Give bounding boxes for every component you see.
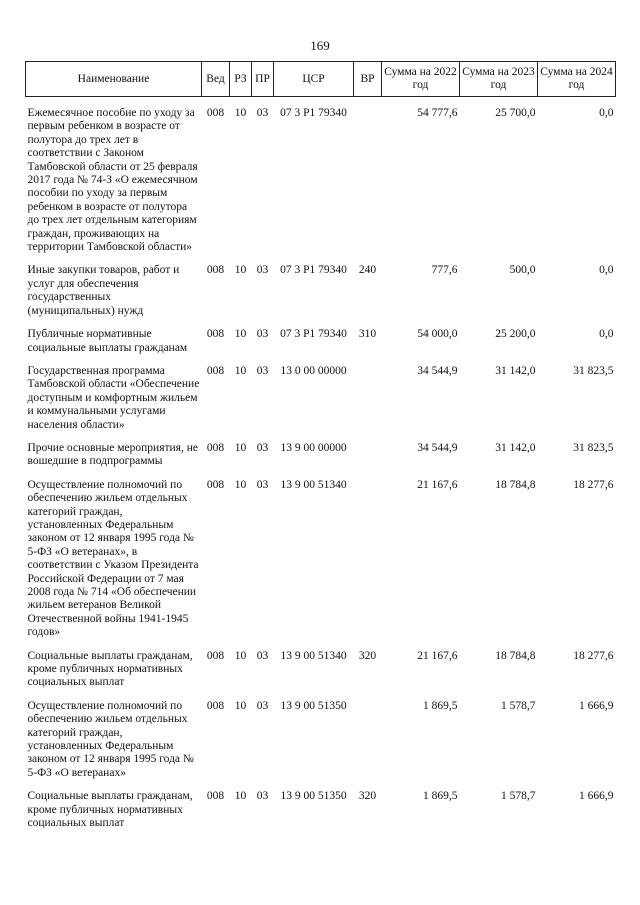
cell-rz: 10: [234, 478, 247, 491]
cell-sum-2023: 18 784,8: [495, 649, 536, 662]
cell-rz: 10: [234, 107, 247, 119]
row-spacer-cell: [26, 640, 616, 648]
row-spacer: [26, 469, 616, 477]
cell-ved: 008: [206, 107, 225, 119]
page-number: 169: [310, 38, 330, 53]
col-header-pr: ПР: [252, 62, 274, 97]
cell-vr: 320: [358, 649, 377, 662]
table-row: [26, 440, 616, 469]
cell-sum-2022: 1 869,5: [423, 790, 458, 803]
cell-sum-2024: 0,0: [599, 328, 614, 341]
row-spacer: [26, 690, 616, 698]
cell-csr: 13 9 00 00000: [280, 441, 347, 454]
cell-ved: 008: [206, 364, 225, 377]
cell-sum-2023: 1 578,7: [501, 699, 536, 712]
col-header-sum-2022: Сумма на 2022 год: [382, 62, 460, 97]
budget-table: [25, 61, 616, 839]
col-header-sum-2024: Сумма на 2024 год: [538, 62, 616, 97]
cell-sum-2024: 18 277,6: [573, 649, 614, 662]
cell-csr: 13 9 00 51350: [280, 790, 347, 803]
cell-name: Осуществление полномочий по обеспечению жильем отдельных категорий граждан, установленных Федеральным законом от 12 января 1995 года № 5-ФЗ «О ветеранах», в соответствии с Указом Президента Российской Федерации от 7 мая 2008 года № 714 «Об обеспечении жильем ветеранов Великой Отечественной войны 1941-1945 годов»: [27, 478, 199, 639]
cell-pr: 03: [256, 478, 269, 491]
cell-vr: [354, 363, 382, 432]
col-header-ved: Вед: [202, 62, 230, 97]
row-spacer: [26, 97, 616, 106]
cell-sum-2022: 34 544,9: [417, 364, 458, 377]
cell-csr: 07 3 Р1 79340: [280, 328, 347, 341]
col-header-name: Наименование: [26, 62, 202, 97]
table-row: [26, 477, 616, 640]
cell-name: Социальные выплаты гражданам, кроме публичных нормативных социальных выплат: [27, 649, 193, 689]
cell-name: Социальные выплаты гражданам, кроме публичных нормативных социальных выплат: [27, 790, 193, 830]
cell-vr: 310: [358, 328, 377, 341]
cell-rz: 10: [234, 264, 247, 277]
row-spacer-cell: [26, 469, 616, 477]
table-row: [26, 788, 616, 830]
cell-rz: 10: [234, 364, 247, 377]
cell-sum-2023: 31 142,0: [495, 441, 536, 454]
table-row: [26, 698, 616, 780]
cell-pr: 03: [256, 364, 269, 377]
cell-vr: [354, 477, 382, 640]
cell-sum-2024: 0,0: [599, 107, 614, 119]
cell-csr: 13 0 00 00000: [280, 364, 347, 377]
row-spacer: [26, 780, 616, 788]
cell-pr: 03: [256, 790, 269, 803]
cell-name: Государственная программа Тамбовской области «Обеспечение доступным и комфортным жильем и коммунальными услугами населения области»: [27, 364, 200, 431]
cell-pr: 03: [256, 699, 269, 712]
cell-csr: 13 9 00 51350: [280, 699, 347, 712]
col-header-sum-2023: Сумма на 2023 год: [460, 62, 538, 97]
row-spacer: [26, 640, 616, 648]
row-spacer-cell: [26, 831, 616, 839]
cell-sum-2024: 18 277,6: [573, 478, 614, 491]
cell-ved: 008: [206, 790, 225, 803]
cell-pr: 03: [256, 328, 269, 341]
cell-ved: 008: [206, 699, 225, 712]
cell-sum-2022: 54 777,6: [417, 107, 458, 119]
cell-sum-2022: 21 167,6: [417, 649, 458, 662]
row-spacer: [26, 831, 616, 839]
row-spacer-cell: [26, 432, 616, 440]
cell-vr: [354, 440, 382, 469]
table-row: [26, 363, 616, 432]
cell-csr: 13 9 00 51340: [280, 478, 347, 491]
cell-vr: 320: [358, 790, 377, 803]
cell-ved: 008: [206, 478, 225, 491]
cell-sum-2023: 500,0: [509, 264, 536, 277]
cell-rz: 10: [234, 649, 247, 662]
cell-sum-2023: 31 142,0: [495, 364, 536, 377]
cell-name: Ежемесячное пособие по уходу за первым ребенком в возрасте от полутора до трех лет в соответствии с Законом Тамбовской области от 25 февраля 2017 года № 74-З «О ежемесячном пособии по уходу за первым ребенком в возрасте от полутора до трех лет отдельным категориям граждан, проживающих на территории Тамбовской области»: [27, 107, 198, 254]
row-spacer-cell: [26, 97, 616, 106]
cell-name: Иные закупки товаров, работ и услуг для обеспечения государственных (муниципальных) нужд: [27, 264, 180, 317]
row-spacer: [26, 318, 616, 326]
table-row: [26, 648, 616, 690]
table-row: [26, 262, 616, 318]
col-header-vr: ВР: [354, 62, 382, 97]
cell-sum-2023: 25 700,0: [495, 107, 536, 119]
cell-sum-2024: 0,0: [599, 264, 614, 277]
cell-pr: 03: [256, 649, 269, 662]
cell-rz: 10: [234, 699, 247, 712]
col-header-rz: РЗ: [230, 62, 252, 97]
cell-sum-2023: 18 784,8: [495, 478, 536, 491]
cell-sum-2024: 31 823,5: [573, 441, 614, 454]
row-spacer: [26, 254, 616, 262]
row-spacer: [26, 355, 616, 363]
row-spacer-cell: [26, 690, 616, 698]
cell-sum-2023: 25 200,0: [495, 328, 536, 341]
cell-vr: 240: [358, 264, 377, 277]
row-spacer: [26, 432, 616, 440]
table-row: [26, 326, 616, 355]
cell-sum-2022: 777,6: [431, 264, 458, 277]
cell-sum-2024: 1 666,9: [579, 790, 614, 803]
cell-vr: [354, 105, 382, 254]
cell-rz: 10: [234, 328, 247, 341]
table-header-row: [26, 62, 616, 97]
cell-rz: 10: [234, 790, 247, 803]
cell-ved: 008: [206, 328, 225, 341]
cell-sum-2023: 1 578,7: [501, 790, 536, 803]
cell-csr: 07 3 Р1 79340: [280, 107, 347, 119]
cell-sum-2022: 21 167,6: [417, 478, 458, 491]
row-spacer-cell: [26, 780, 616, 788]
cell-sum-2022: 54 000,0: [417, 328, 458, 341]
cell-csr: 13 9 00 51340: [280, 649, 347, 662]
table-row: [26, 105, 616, 254]
cell-pr: 03: [256, 441, 269, 454]
cell-vr: [354, 698, 382, 780]
cell-csr: 07 3 Р1 79340: [280, 264, 347, 277]
cell-pr: 03: [256, 264, 269, 277]
cell-sum-2024: 31 823,5: [573, 364, 614, 377]
cell-name: Прочие основные мероприятия, не вошедшие в подпрограммы: [27, 441, 198, 468]
cell-ved: 008: [206, 441, 225, 454]
cell-ved: 008: [206, 264, 225, 277]
cell-name: Осуществление полномочий по обеспечению жильем отдельных категорий граждан, установленных Федеральным законом от 12 января 1995 года № 5-ФЗ «О ветеранах»: [27, 699, 194, 779]
cell-name: Публичные нормативные социальные выплаты гражданам: [27, 328, 188, 354]
cell-pr: 03: [256, 107, 269, 119]
col-header-csr: ЦСР: [274, 62, 354, 97]
cell-sum-2024: 1 666,9: [579, 699, 614, 712]
row-spacer-cell: [26, 355, 616, 363]
row-spacer-cell: [26, 254, 616, 262]
cell-rz: 10: [234, 441, 247, 454]
cell-sum-2022: 1 869,5: [423, 699, 458, 712]
cell-ved: 008: [206, 649, 225, 662]
cell-sum-2022: 34 544,9: [417, 441, 458, 454]
row-spacer-cell: [26, 318, 616, 326]
